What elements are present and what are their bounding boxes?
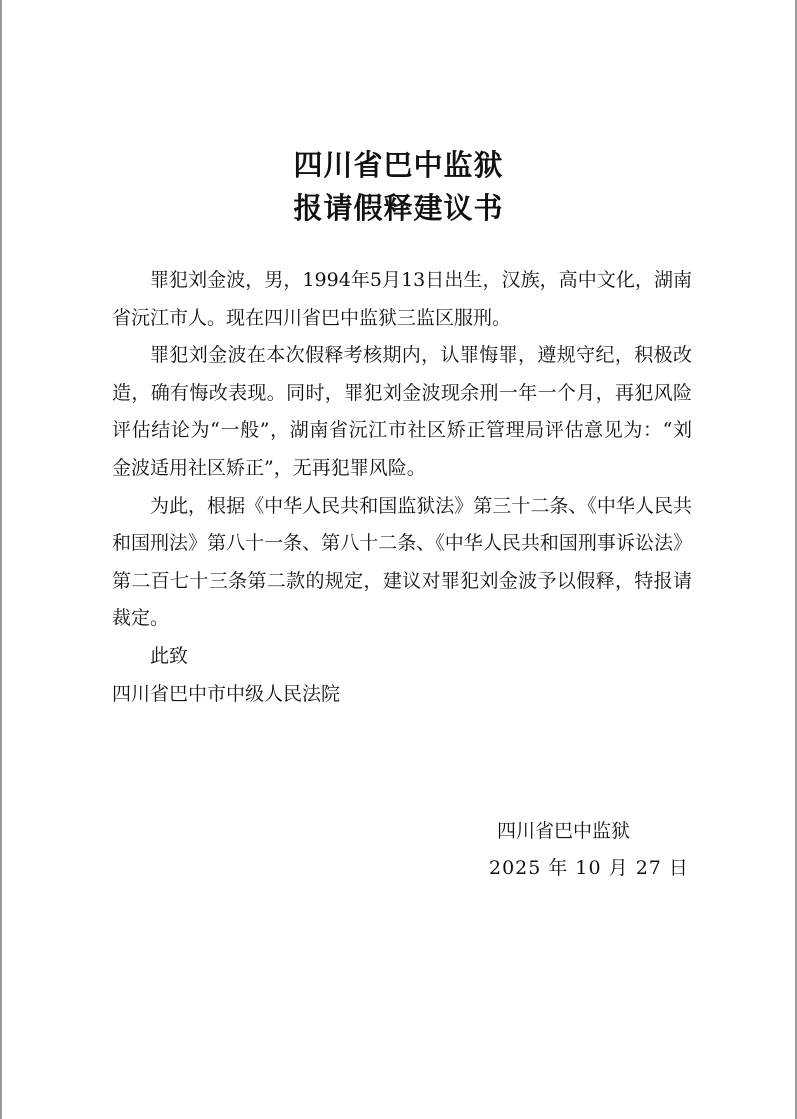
document-title-line-1: 四川省巴中监狱: [293, 148, 504, 182]
paragraph-legal-basis: 为此，根据《中华人民共和国监狱法》第三十二条、《中华人民共和国刑法》第八十一条、第八十二条、《中华人民共和国刑事诉讼法》第二百七十三条第二款的规定，建议对罪犯刘金波予以假释，特报请裁定。: [112, 494, 692, 630]
document-body: [112, 262, 692, 713]
paragraph-assessment: 罪犯刘金波在本次假释考核期内，认罪悔罪，遵规守纪，积极改造，确有悔改表现。同时，罪犯刘金波现余刑一年一个月，再犯风险评估结论为“一般”，湖南省沅江市社区矫正管理局评估意见为：“刘金波适用社区矫正”，无再犯罪风险。: [112, 344, 692, 479]
addressee: 四川省巴中市中级人民法院: [112, 682, 341, 705]
signature-date: 2025 年 10 月 27 日: [489, 857, 689, 879]
document-title-line-2: 报请假释建议书: [293, 191, 504, 225]
paragraph-salutation: 此致: [150, 644, 189, 667]
signature-organization: 四川省巴中监狱: [497, 820, 631, 842]
paragraph-personal-info: 罪犯刘金波，男，1994年5月13日出生，汉族，高中文化，湖南省沅江市人。现在四川省巴中监狱三监区服刑。: [112, 269, 692, 329]
